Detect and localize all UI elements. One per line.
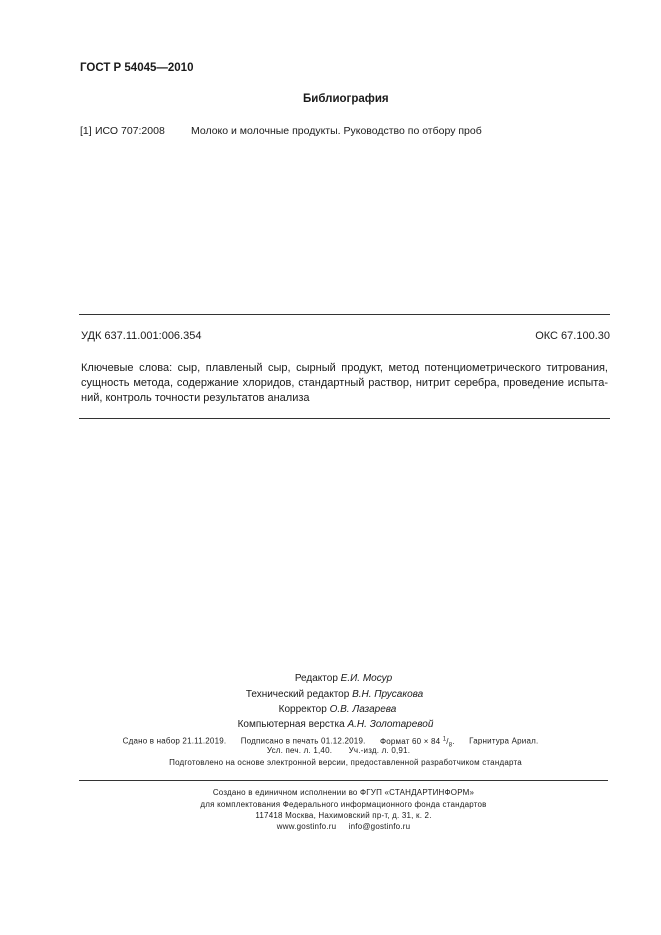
- credit-label: Технический редактор: [245, 689, 350, 700]
- footer-contacts: [0, 822, 661, 831]
- oks-code: ОКС 67.100.30: [535, 330, 610, 342]
- credit-label: Корректор: [278, 704, 327, 715]
- footer-email-link[interactable]: info@gostinfo.ru: [348, 822, 411, 831]
- credit-corrector: [0, 704, 661, 715]
- page-format: Формат 60 × 84 $^1/_8$.: [379, 736, 455, 749]
- footer-line-1: Создано в единичном исполнении во ФГУП «СТАНДАРТИНФОРМ»: [212, 788, 475, 797]
- credit-editor: [0, 673, 661, 684]
- keywords-paragraph: [81, 361, 608, 406]
- footer-line-2: для комплектования Федерального информационного фонда стандартов: [200, 800, 487, 809]
- signed-date: Подписано в печать 01.12.2019.: [240, 736, 366, 746]
- footer-address: 117418 Москва, Нахимовский пр-т, д. 31, к. 2.: [255, 811, 432, 820]
- credit-name: Е.И. Мосур: [340, 673, 393, 684]
- print-sheets: Усл. печ. л. 1,40.: [266, 746, 333, 755]
- divider-bottom: [79, 780, 608, 781]
- keywords-line: Ключевые слова: сыр, плавленый сыр, сырный продукт, метод потенциометрического титрования,: [81, 362, 608, 374]
- bibliography-entry-number: [1]: [80, 125, 92, 137]
- document-code: ГОСТ Р 54045—2010: [80, 62, 194, 74]
- credit-layout: [0, 719, 661, 730]
- credit-name: В.Н. Прусакова: [352, 689, 424, 700]
- bibliography-title: Библиография: [303, 93, 389, 105]
- bibliography-entry-standard: ИСО 707:2008: [95, 125, 165, 137]
- credit-label: Редактор: [294, 673, 338, 684]
- keywords-line: сущность метода, содержание хлоридов, стандартный раствор, нитрит серебра, проведение испыта-: [81, 377, 608, 389]
- divider-middle: [79, 418, 610, 419]
- udk-code: УДК 637.11.001:006.354: [81, 330, 202, 342]
- publication-line-2: [0, 746, 661, 755]
- edit-sheets: Уч.-изд. л. 0,91.: [348, 746, 411, 755]
- publication-prepared-note: Подготовлено на основе электронной версии, предоставленной разработчиком стандарта: [169, 758, 522, 767]
- footer-website-link[interactable]: www.gostinfo.ru: [276, 822, 337, 831]
- keywords-line: ний, контроль точности результатов анализа: [81, 392, 310, 404]
- font-info: Гарнитура Ариал.: [469, 736, 539, 746]
- submitted-date: Сдано в набор 21.11.2019.: [122, 736, 227, 746]
- credit-name: А.Н. Золотаревой: [347, 719, 434, 730]
- bibliography-entry-text: Молоко и молочные продукты. Руководство по отбору проб: [191, 125, 482, 137]
- credit-technical-editor: [0, 689, 661, 700]
- credit-label: Компьютерная верстка: [237, 719, 345, 730]
- divider-top: [79, 314, 610, 315]
- credit-name: О.В. Лазарева: [329, 704, 397, 715]
